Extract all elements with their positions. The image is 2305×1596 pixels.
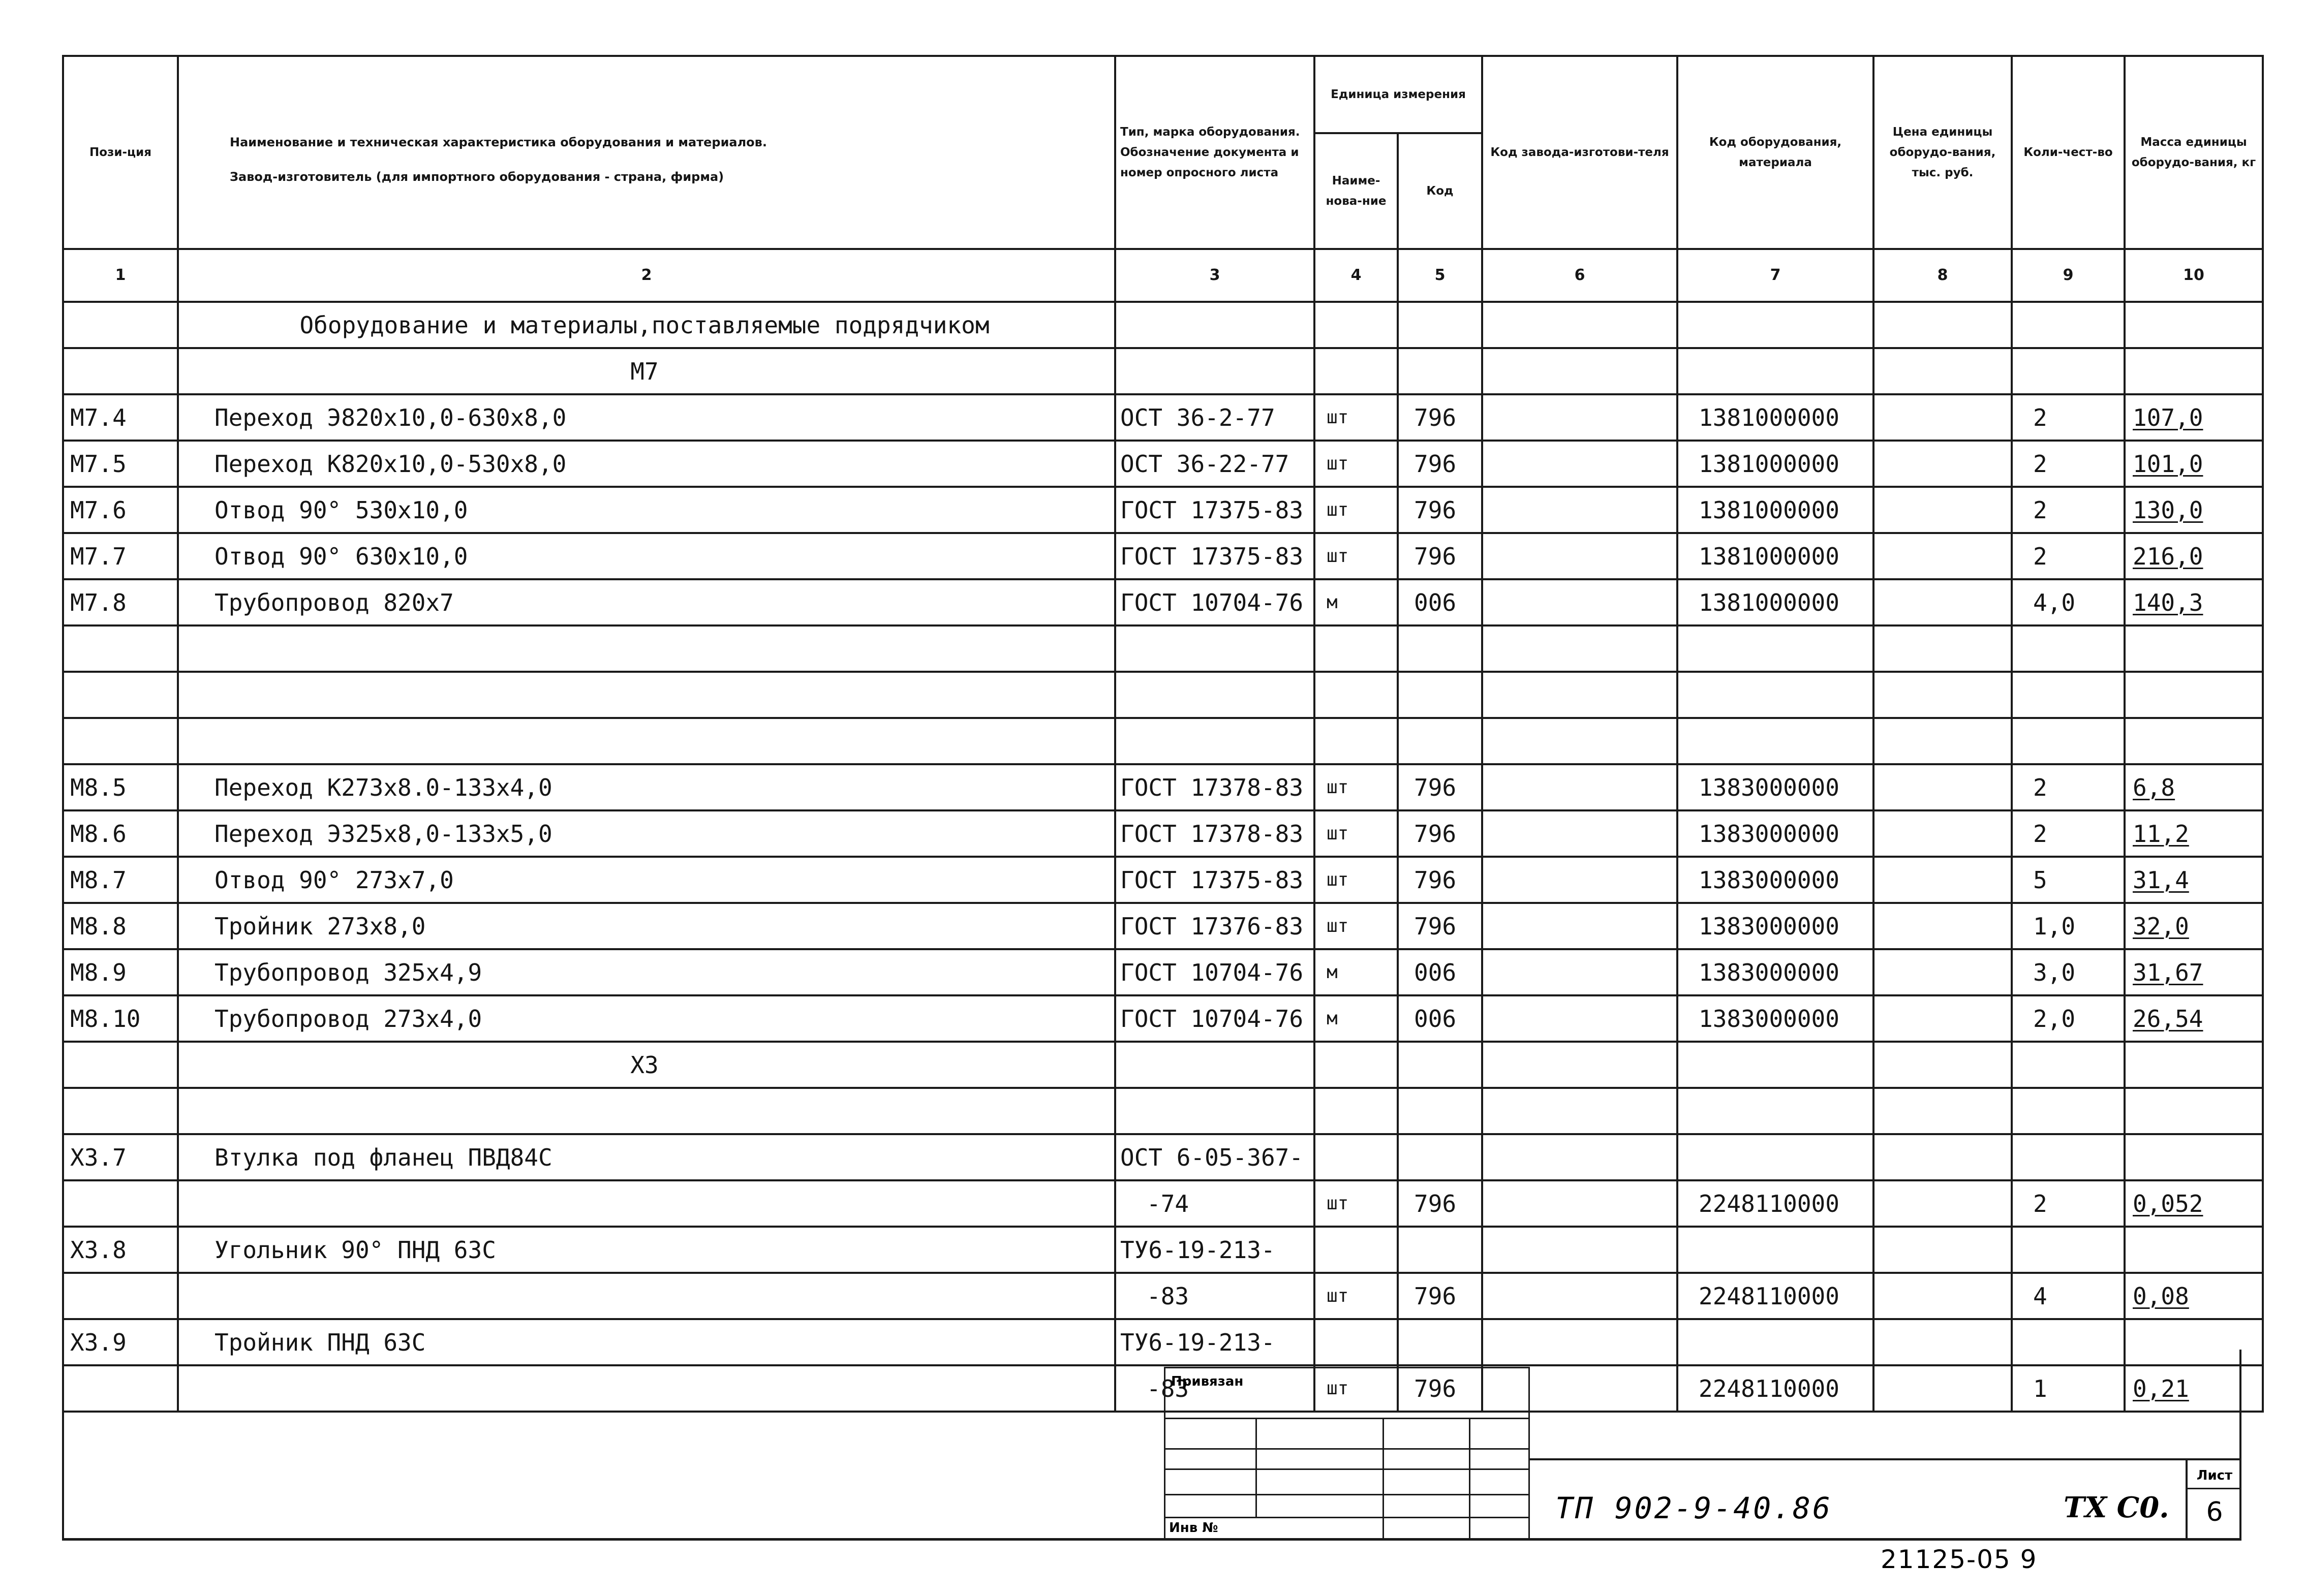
- stamp-rule: [1164, 1494, 1530, 1495]
- header-unit-group: Единица измерения: [1314, 56, 1482, 133]
- column-number: 1: [63, 249, 178, 302]
- column-number: 6: [1482, 249, 1677, 302]
- group-row: [63, 1042, 2263, 1088]
- position-cell: М8.6: [63, 810, 178, 857]
- table-row: [63, 810, 2263, 857]
- equipment-code-cell: 1383000000: [1677, 995, 1873, 1042]
- position-cell: М7.5: [63, 441, 178, 487]
- table-row: [63, 995, 2263, 1042]
- unit-code-cell: 796: [1398, 764, 1482, 810]
- doc-cell-continued: -83: [1115, 1273, 1314, 1319]
- doc-cell: ГОСТ 10704-76: [1115, 995, 1314, 1042]
- equipment-code-cell: 1383000000: [1677, 949, 1873, 995]
- unit-code-cell: 796: [1398, 487, 1482, 533]
- name-cell: Отвод 90° 530х10,0: [178, 487, 1115, 533]
- quantity-cell: 2: [2012, 1180, 2125, 1227]
- mass-cell: 140,3: [2125, 579, 2263, 625]
- mass-cell: 31,4: [2125, 857, 2263, 903]
- position-cell: Х3.9: [63, 1319, 178, 1365]
- group-row: [63, 348, 2263, 394]
- unit-code-cell: 006: [1398, 995, 1482, 1042]
- doc-cell: ОСТ 36-2-77: [1115, 394, 1314, 441]
- table-row: [63, 579, 2263, 625]
- name-cell: Переход К820х10,0-530х8,0: [178, 441, 1115, 487]
- mass-cell: 101,0: [2125, 441, 2263, 487]
- name-cell: Трубопровод 820х7: [178, 579, 1115, 625]
- group-title-x3: Х3: [178, 1042, 1115, 1088]
- empty-row: [63, 718, 2263, 764]
- unit-cell: шт: [1314, 394, 1398, 441]
- unit-code-cell: 796: [1398, 1180, 1482, 1227]
- doc-cell: ГОСТ 17376-83: [1115, 903, 1314, 949]
- quantity-cell: 2: [2012, 394, 2125, 441]
- position-cell: М8.5: [63, 764, 178, 810]
- mass-cell: 0,08: [2125, 1273, 2263, 1319]
- quantity-cell: 2: [2012, 810, 2125, 857]
- unit-cell: м: [1314, 995, 1398, 1042]
- stamp-inventory-label: Инв №: [1169, 1520, 1218, 1536]
- doc-cell-continued: -74: [1115, 1180, 1314, 1227]
- header-name-line2: Завод-изготовитель (для импортного оборудования - страна, фирма): [230, 170, 724, 184]
- position-cell: М8.8: [63, 903, 178, 949]
- sheet-number: 6: [2206, 1497, 2223, 1527]
- mass-cell: 26,54: [2125, 995, 2263, 1042]
- unit-code-cell: 796: [1398, 394, 1482, 441]
- sheet-label: Лист: [2188, 1464, 2241, 1489]
- doc-cell: ГОСТ 17375-83: [1115, 487, 1314, 533]
- table-row: [63, 1134, 2263, 1180]
- header-unit-name: Наиме-нова-ние: [1314, 133, 1398, 249]
- unit-cell: шт: [1314, 533, 1398, 579]
- table-row: [63, 949, 2263, 995]
- mass-cell: 216,0: [2125, 533, 2263, 579]
- equipment-code-cell: 1381000000: [1677, 441, 1873, 487]
- mass-cell: 0,21: [2125, 1365, 2263, 1412]
- equipment-code-cell: 1381000000: [1677, 487, 1873, 533]
- column-number: 5: [1398, 249, 1482, 302]
- specification-table: [62, 55, 2264, 1413]
- position-cell: М7.8: [63, 579, 178, 625]
- unit-code-cell: 796: [1398, 903, 1482, 949]
- name-cell: Угольник 90° ПНД 63С: [178, 1227, 1115, 1273]
- quantity-cell: 4: [2012, 1273, 2125, 1319]
- quantity-cell: 2: [2012, 441, 2125, 487]
- quantity-cell: 3,0: [2012, 949, 2125, 995]
- unit-code-cell: 796: [1398, 857, 1482, 903]
- stamp-rule: [1164, 1418, 1530, 1419]
- equipment-code-cell: 1381000000: [1677, 394, 1873, 441]
- equipment-code-cell: 2248110000: [1677, 1365, 1873, 1412]
- doc-cell: ГОСТ 17378-83: [1115, 764, 1314, 810]
- table-row: [63, 487, 2263, 533]
- quantity-cell: 4,0: [2012, 579, 2125, 625]
- stamp-divider: [1382, 1418, 1384, 1540]
- table-row: [63, 394, 2263, 441]
- unit-cell: шт: [1314, 1365, 1398, 1412]
- section-title: Оборудование и материалы,поставляемые подрядчиком: [178, 302, 1115, 348]
- unit-cell: шт: [1314, 1180, 1398, 1227]
- document-number: 21125-05 9: [1881, 1545, 2038, 1574]
- position-cell: М8.9: [63, 949, 178, 995]
- equipment-code-cell: 2248110000: [1677, 1180, 1873, 1227]
- table-row: [63, 764, 2263, 810]
- drawing-mark: ТХ С0.: [2064, 1491, 2169, 1524]
- header-unit-code: Код: [1398, 133, 1482, 249]
- unit-cell: шт: [1314, 1273, 1398, 1319]
- name-cell: Переход Э325х8,0-133х5,0: [178, 810, 1115, 857]
- stamp-rule: [1164, 1468, 1530, 1470]
- doc-cell: ГОСТ 17375-83: [1115, 533, 1314, 579]
- name-cell: Отвод 90° 630х10,0: [178, 533, 1115, 579]
- mass-cell: 32,0: [2125, 903, 2263, 949]
- equipment-code-cell: 2248110000: [1677, 1273, 1873, 1319]
- column-number: 4: [1314, 249, 1398, 302]
- position-cell: Х3.8: [63, 1227, 178, 1273]
- doc-cell: ГОСТ 10704-76: [1115, 579, 1314, 625]
- unit-cell: шт: [1314, 441, 1398, 487]
- stamp-divider: [1255, 1418, 1257, 1517]
- unit-cell: шт: [1314, 810, 1398, 857]
- empty-row: [63, 672, 2263, 718]
- equipment-code-cell: 1381000000: [1677, 579, 1873, 625]
- quantity-cell: 2: [2012, 533, 2125, 579]
- unit-code-cell: 796: [1398, 810, 1482, 857]
- header-quantity: Коли-чест-во: [2012, 56, 2125, 249]
- empty-row: [63, 1088, 2263, 1134]
- unit-code-cell: 796: [1398, 1365, 1482, 1412]
- name-cell: Тройник ПНД 63С: [178, 1319, 1115, 1365]
- mass-cell: 6,8: [2125, 764, 2263, 810]
- position-cell: Х3.7: [63, 1134, 178, 1180]
- quantity-cell: 2,0: [2012, 995, 2125, 1042]
- table-row: [63, 903, 2263, 949]
- project-code: ТП 902-9-40.86: [1555, 1491, 1832, 1525]
- title-block: [1530, 1458, 2241, 1541]
- unit-cell: шт: [1314, 487, 1398, 533]
- column-number: 9: [2012, 249, 2125, 302]
- table-row-continued: [63, 1273, 2263, 1319]
- table-row: [63, 1227, 2263, 1273]
- mass-cell: 107,0: [2125, 394, 2263, 441]
- unit-code-cell: 796: [1398, 1273, 1482, 1319]
- equipment-code-cell: 1383000000: [1677, 903, 1873, 949]
- sheet-box: [2186, 1460, 2241, 1541]
- mass-cell: 0,052: [2125, 1180, 2263, 1227]
- equipment-code-cell: 1381000000: [1677, 533, 1873, 579]
- table-row: [63, 441, 2263, 487]
- name-cell: Трубопровод 273х4,0: [178, 995, 1115, 1042]
- header-position: Пози-ция: [63, 56, 178, 249]
- unit-code-cell: 796: [1398, 441, 1482, 487]
- table-row: [63, 857, 2263, 903]
- name-cell: Отвод 90° 273х7,0: [178, 857, 1115, 903]
- position-cell: М7.6: [63, 487, 178, 533]
- name-cell: Тройник 273х8,0: [178, 903, 1115, 949]
- column-number: 3: [1115, 249, 1314, 302]
- unit-code-cell: 006: [1398, 579, 1482, 625]
- quantity-cell: 2: [2012, 487, 2125, 533]
- unit-cell: м: [1314, 579, 1398, 625]
- header-unit-price: Цена единицы оборудо-вания, тыс. руб.: [1873, 56, 2012, 249]
- name-cell: Трубопровод 325х4,9: [178, 949, 1115, 995]
- quantity-cell: 1,0: [2012, 903, 2125, 949]
- unit-cell: шт: [1314, 903, 1398, 949]
- unit-cell: шт: [1314, 764, 1398, 810]
- stamp-privyazan-label: Привязан: [1171, 1374, 1244, 1389]
- unit-cell: м: [1314, 949, 1398, 995]
- equipment-code-cell: 1383000000: [1677, 764, 1873, 810]
- quantity-cell: 1: [2012, 1365, 2125, 1412]
- doc-cell: ГОСТ 17375-83: [1115, 857, 1314, 903]
- unit-code-cell: 796: [1398, 533, 1482, 579]
- header-manufacturer-code: Код завода-изготови-теля: [1482, 56, 1677, 249]
- name-cell: Втулка под фланец ПВД84С: [178, 1134, 1115, 1180]
- table-row-continued: [63, 1180, 2263, 1227]
- position-cell: М7.7: [63, 533, 178, 579]
- quantity-cell: 5: [2012, 857, 2125, 903]
- column-number: 7: [1677, 249, 1873, 302]
- name-cell: Переход К273х8.0-133х4,0: [178, 764, 1115, 810]
- header-equipment-code: Код оборудования, материала: [1677, 56, 1873, 249]
- unit-code-cell: 006: [1398, 949, 1482, 995]
- doc-cell: ОСТ 36-22-77: [1115, 441, 1314, 487]
- doc-cell: ГОСТ 17378-83: [1115, 810, 1314, 857]
- stamp-divider: [1469, 1418, 1470, 1540]
- equipment-code-cell: 1383000000: [1677, 857, 1873, 903]
- mass-cell: 130,0: [2125, 487, 2263, 533]
- quantity-cell: 2: [2012, 764, 2125, 810]
- doc-cell: ОСТ 6-05-367-: [1115, 1134, 1314, 1180]
- header-name: [178, 56, 1115, 249]
- mass-cell: 11,2: [2125, 810, 2263, 857]
- position-cell: М7.4: [63, 394, 178, 441]
- header-unit-mass: Масса единицы оборудо-вания, кг: [2125, 56, 2263, 249]
- empty-row: [63, 625, 2263, 672]
- unit-cell: шт: [1314, 857, 1398, 903]
- doc-cell: ТУ6-19-213-: [1115, 1227, 1314, 1273]
- stamp-rule: [1164, 1448, 1530, 1450]
- mass-cell: 31,67: [2125, 949, 2263, 995]
- name-cell: Переход Э820х10,0-630х8,0: [178, 394, 1115, 441]
- column-number: 10: [2125, 249, 2263, 302]
- group-title-m7: М7: [178, 348, 1115, 394]
- approval-stamp: [1164, 1367, 1530, 1540]
- position-cell: М8.10: [63, 995, 178, 1042]
- doc-cell-continued: -83: [1115, 1365, 1314, 1412]
- stamp-rule: [1164, 1517, 1530, 1518]
- column-number: 2: [178, 249, 1115, 302]
- stamp-frame: [1164, 1367, 1530, 1540]
- equipment-code-cell: 1383000000: [1677, 810, 1873, 857]
- header-name-line1: Наименование и техническая характеристика оборудования и материалов.: [230, 135, 767, 149]
- table-row: [63, 533, 2263, 579]
- section-row: [63, 302, 2263, 348]
- header-type-doc: Тип, марка оборудования. Обозначение документа и номер опросного листа: [1115, 56, 1314, 249]
- doc-cell: ГОСТ 10704-76: [1115, 949, 1314, 995]
- position-cell: М8.7: [63, 857, 178, 903]
- doc-cell: ТУ6-19-213-: [1115, 1319, 1314, 1365]
- column-number: 8: [1873, 249, 2012, 302]
